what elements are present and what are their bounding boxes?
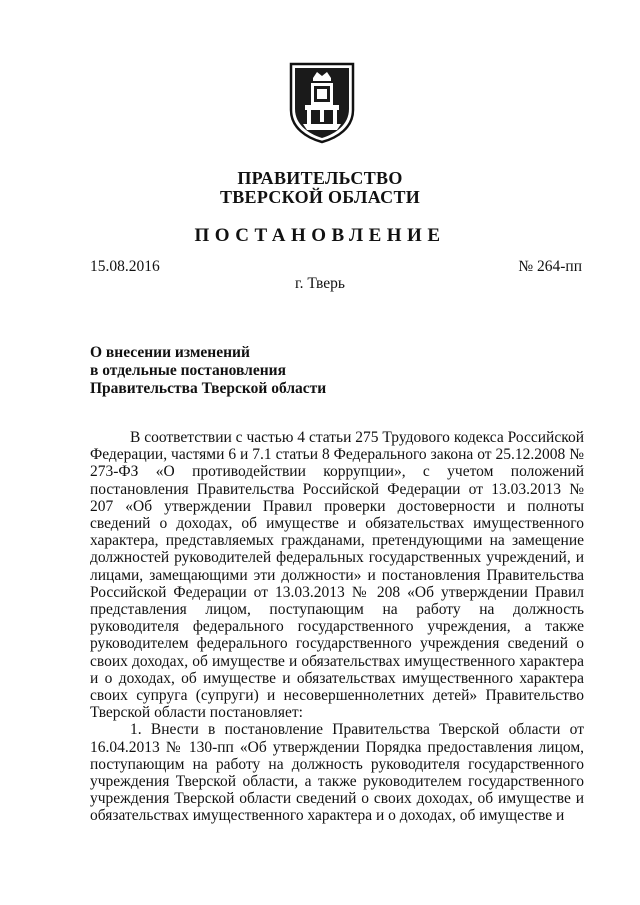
document-body (90, 429, 584, 825)
subject-line-3: Правительства Тверской области (90, 380, 327, 397)
document-date: 15.08.2016 (90, 258, 160, 275)
tver-coat-of-arms-icon (287, 62, 357, 144)
organization-line-1: ПРАВИТЕЛЬСТВО (237, 168, 403, 188)
subject-line-2: в отдельные постановления (90, 362, 286, 379)
document-type: ПОСТАНОВЛЕНИЕ (194, 225, 446, 246)
document-subject (90, 344, 326, 398)
subject-line-1: О внесении изменений (90, 344, 250, 361)
document-number: № 264-пп (518, 258, 582, 275)
document-city: г. Тверь (295, 275, 345, 292)
body-paragraph-1: В соответствии с частью 4 статьи 275 Трудового кодекса Российской Федерации, частями 6 и 7.1 статьи 8 Федерального закона от 25.12.2008 № 273-ФЗ «О противодействии коррупции», с учетом положений постановления Правительства Российской Федерации от 13.03.2013 № 207 «Об утверждении Правил проверки достоверности и полноты сведений о доходах, об имуществе и обязательствах имущественного характера, представляемых гражданами, претендующими на замещение должностей руководителей федеральных государственных учреждений, и лицами, замещающими эти должности» и постановления Правительства Российской Федерации от 13.03.2013 № 208 «Об утверждении Правил представления лицом, поступающим на работу на должность руководителя федерального государственного учреждения, а также руководителем федерального государственного учреждения сведений о своих доходах, об имуществе и обязательствах имущественного характера и о доходах, об имуществе и обязательствах имущественного характера своих супруга (супруги) и несовершеннолетних детей» Правительство Тверской области постановляет: (90, 429, 584, 722)
body-paragraph-2: 1. Внести в постановление Правительства Тверской области от 16.04.2013 № 130-пп «Об утверждении Порядка предоставления лицом, поступающим на работу на должность руководителя государственного учреждения Тверской области, а также руководителем государственного учреждения Тверской области сведений о своих доходах, об имуществе и обязательствах имущественного характера и о доходах, об имуществе и (90, 721, 584, 825)
organization-line-2: ТВЕРСКОЙ ОБЛАСТИ (219, 187, 421, 207)
